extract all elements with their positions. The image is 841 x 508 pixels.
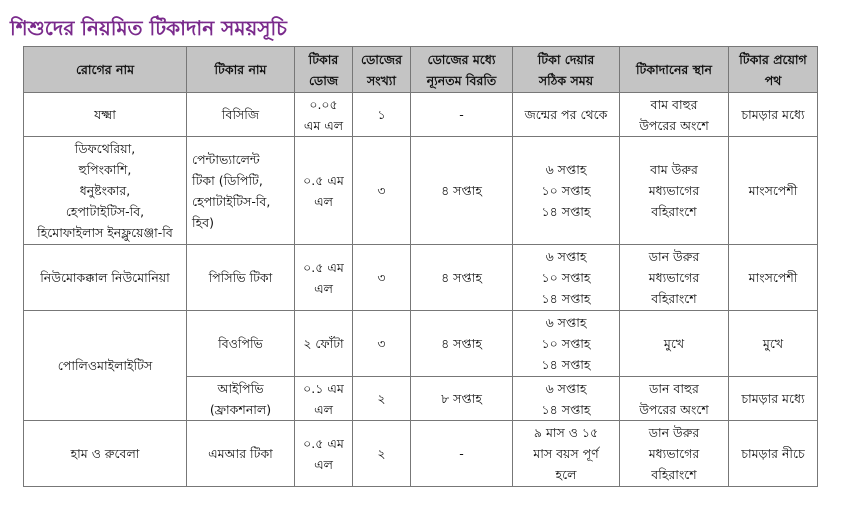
- table-row: [24, 137, 818, 245]
- route-cell: মুখে: [729, 311, 818, 377]
- min-interval-cell: -: [411, 93, 513, 137]
- dose-count-cell: ২: [353, 377, 411, 421]
- min-interval-cell: ৪ সপ্তাহ: [411, 137, 513, 245]
- header-min-interval: ডোজের মধ্যে ন্যূনতম বিরতি: [411, 47, 513, 93]
- dose-count-cell: ৩: [353, 245, 411, 311]
- vaccine-cell: বিওপিভি: [187, 311, 295, 377]
- site-cell: ডান বাহুর উপরের অংশে: [620, 377, 729, 421]
- header-timing: টিকা দেয়ার সঠিক সময়: [513, 47, 620, 93]
- disease-cell: যক্ষ্মা: [24, 93, 187, 137]
- route-cell: চামড়ার মধ্যে: [729, 93, 818, 137]
- dose-cell: ২ ফোঁটা: [295, 311, 353, 377]
- site-cell: ডান উরুর মধ্যভাগের বহিরাংশে: [620, 421, 729, 487]
- header-disease-name: রোগের নাম: [24, 47, 187, 93]
- header-site: টিকাদানের স্থান: [620, 47, 729, 93]
- dose-count-cell: ৩: [353, 311, 411, 377]
- vaccine-cell: পিসিভি টিকা: [187, 245, 295, 311]
- min-interval-cell: ৪ সপ্তাহ: [411, 311, 513, 377]
- timing-cell: ৬ সপ্তাহ ১০ সপ্তাহ ১৪ সপ্তাহ: [513, 311, 620, 377]
- dose-cell: ০.৫ এম এল: [295, 245, 353, 311]
- disease-cell: হাম ও রুবেলা: [24, 421, 187, 487]
- min-interval-cell: -: [411, 421, 513, 487]
- vaccine-cell: বিসিজি: [187, 93, 295, 137]
- site-cell: বাম বাহুর উপরের অংশে: [620, 93, 729, 137]
- header-dose-count: ডোজের সংখ্যা: [353, 47, 411, 93]
- dose-count-cell: ২: [353, 421, 411, 487]
- timing-cell: জন্মের পর থেকে: [513, 93, 620, 137]
- dose-count-cell: ১: [353, 93, 411, 137]
- page-title: শিশুদের নিয়মিত টিকাদান সময়সূচি: [10, 16, 287, 40]
- header-vaccine-name: টিকার নাম: [187, 47, 295, 93]
- table-row: [24, 311, 818, 377]
- timing-cell: ৬ সপ্তাহ ১০ সপ্তাহ ১৪ সপ্তাহ: [513, 137, 620, 245]
- dose-count-cell: ৩: [353, 137, 411, 245]
- dose-cell: ০.৫ এম এল: [295, 137, 353, 245]
- header-dose: টিকার ডোজ: [295, 47, 353, 93]
- dose-cell: ০.১ এম এল: [295, 377, 353, 421]
- table-row: [24, 421, 818, 487]
- vaccine-cell: পেন্টাভ্যালেন্ট টিকা (ডিপিটি, হেপাটাইটিস-বি, হিব): [187, 137, 295, 245]
- route-cell: মাংসপেশী: [729, 245, 818, 311]
- site-cell: মুখে: [620, 311, 729, 377]
- dose-cell: ০.০৫ এম এল: [295, 93, 353, 137]
- min-interval-cell: ৮ সপ্তাহ: [411, 377, 513, 421]
- site-cell: বাম উরুর মধ্যভাগের বহিরাংশে: [620, 137, 729, 245]
- dose-cell: ০.৫ এম এল: [295, 421, 353, 487]
- table-row: [24, 93, 818, 137]
- vaccination-schedule-table: [23, 46, 818, 487]
- site-cell: ডান উরুর মধ্যভাগের বহিরাংশে: [620, 245, 729, 311]
- vaccine-cell: এমআর টিকা: [187, 421, 295, 487]
- vaccine-cell: আইপিভি (ফ্রাকশনাল): [187, 377, 295, 421]
- table-row: [24, 245, 818, 311]
- header-route: টিকার প্রয়োগ পথ: [729, 47, 818, 93]
- timing-cell: ৬ সপ্তাহ ১৪ সপ্তাহ: [513, 377, 620, 421]
- timing-cell: ৯ মাস ও ১৫ মাস বয়স পূর্ণ হলে: [513, 421, 620, 487]
- header-row: [24, 47, 818, 93]
- disease-cell: পোলিওমাইলাইটিস: [24, 311, 187, 421]
- route-cell: মাংসপেশী: [729, 137, 818, 245]
- disease-cell: ডিফথেরিয়া, হুপিংকাশি, ধনুষ্টংকার, হেপাটাইটিস-বি, হিমোফাইলাস ইনফ্লুয়েঞ্জা-বি: [24, 137, 187, 245]
- route-cell: চামড়ার নীচে: [729, 421, 818, 487]
- timing-cell: ৬ সপ্তাহ ১০ সপ্তাহ ১৪ সপ্তাহ: [513, 245, 620, 311]
- disease-cell: নিউমোকক্কাল নিউমোনিয়া: [24, 245, 187, 311]
- route-cell: চামড়ার মধ্যে: [729, 377, 818, 421]
- min-interval-cell: ৪ সপ্তাহ: [411, 245, 513, 311]
